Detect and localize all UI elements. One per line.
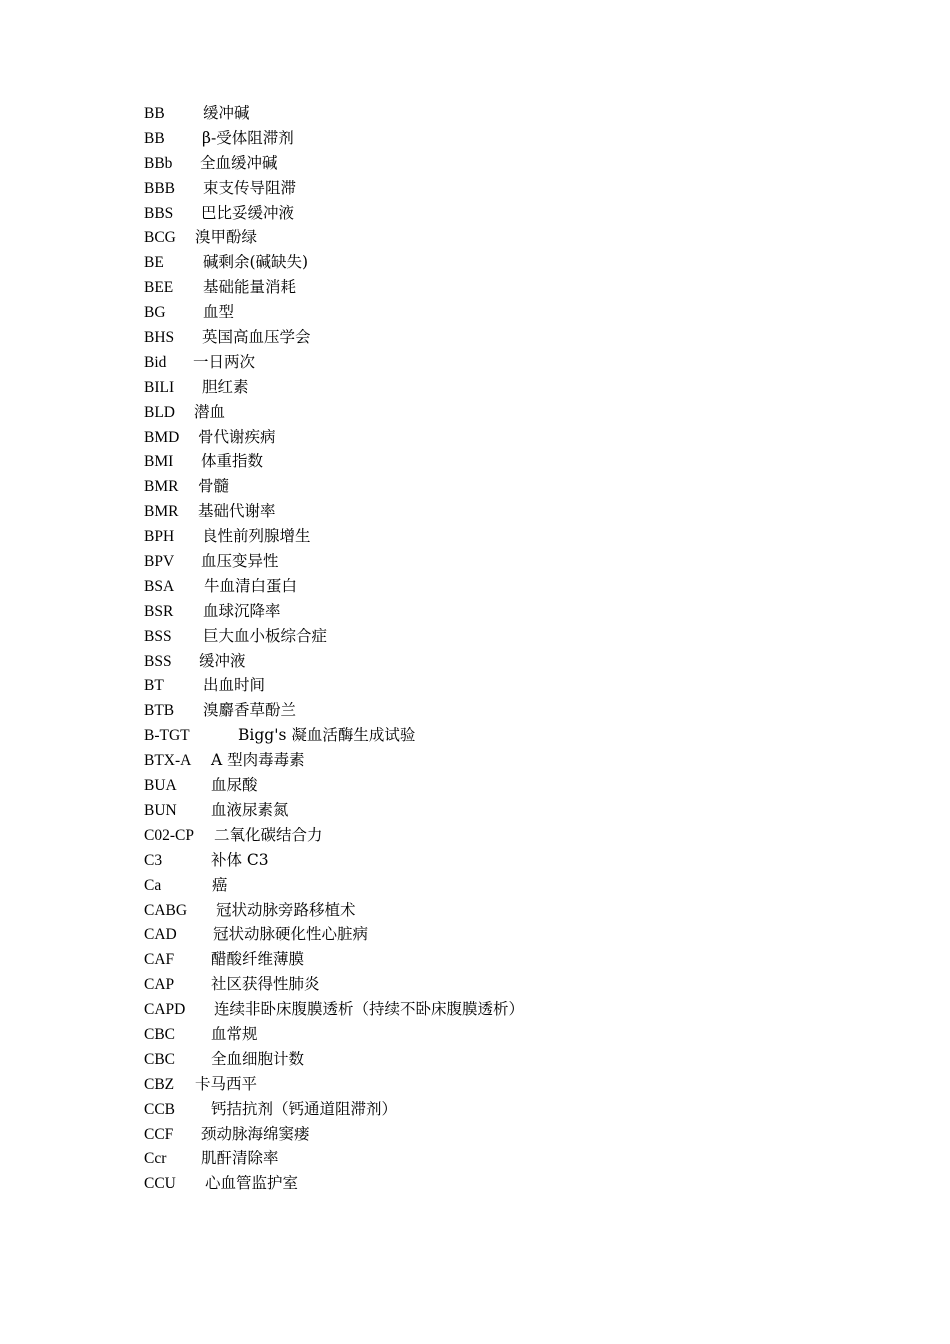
abbreviation: BTB	[144, 702, 175, 720]
definition: A 型肉毒毒素	[211, 751, 305, 770]
abbreviation: BB	[144, 105, 165, 122]
definition: 英国高血压学会	[202, 328, 311, 347]
abbreviation: CCB	[144, 1100, 176, 1118]
abbreviation: BILI	[144, 378, 175, 396]
definition: 颈动脉海绵窦瘘	[201, 1124, 310, 1143]
abbreviation: BMI	[144, 453, 174, 471]
abbreviation: BBS	[144, 204, 174, 222]
abbreviation: Bid	[144, 353, 167, 371]
list-item	[144, 549, 279, 574]
abbreviation: CAF	[144, 951, 175, 969]
definition: 卡马西平	[195, 1074, 258, 1093]
abbreviation: BSR	[144, 602, 174, 620]
definition: 肌酐清除率	[201, 1149, 279, 1168]
definition: 社区获得性肺炎	[211, 975, 320, 994]
list-item	[144, 599, 281, 624]
list-item	[144, 449, 264, 474]
list-item	[144, 698, 297, 723]
list-item	[144, 300, 235, 325]
definition: 溴麝香草酚兰	[203, 701, 297, 720]
list-item	[144, 499, 276, 524]
abbreviation: CAD	[144, 926, 177, 944]
abbreviation: BTX-A	[144, 752, 192, 770]
list-item	[144, 823, 323, 848]
definition: 胆红素	[202, 377, 249, 396]
list-item	[144, 524, 311, 549]
abbreviation: CAPD	[144, 1001, 186, 1019]
abbreviation: BUA	[144, 777, 177, 795]
definition: 良性前列腺增生	[202, 527, 311, 546]
abbreviation: CAP	[144, 976, 175, 994]
definition: 连续非卧床腹膜透析（持续不卧床腹膜透析）	[214, 1000, 525, 1019]
list-item	[144, 873, 228, 898]
abbreviation: BE	[144, 254, 164, 272]
definition: 血尿酸	[211, 776, 258, 795]
list-item	[144, 350, 256, 375]
definition: 出血时间	[203, 676, 266, 695]
list-item	[144, 624, 328, 649]
abbreviation: Ccr	[144, 1150, 167, 1168]
abbreviation: BMR	[144, 503, 179, 521]
list-item	[144, 649, 246, 674]
abbreviation: C3	[144, 851, 163, 869]
list-item	[144, 275, 297, 300]
abbreviation: BSS	[144, 627, 172, 645]
list-item	[144, 325, 311, 350]
abbreviation: CCU	[144, 1175, 176, 1193]
abbreviation: CBZ	[144, 1075, 175, 1093]
abbreviation: BPH	[144, 528, 175, 546]
definition: 巨大血小板综合症	[203, 626, 328, 645]
abbreviation: Ca	[144, 876, 162, 894]
definition: 全血缓冲碱	[200, 153, 278, 172]
definition: 醋酸纤维薄膜	[211, 950, 305, 969]
definition: 牛血清白蛋白	[204, 576, 298, 595]
definition: 一日两次	[193, 352, 256, 371]
definition: 缓冲碱	[203, 104, 250, 122]
list-item	[144, 848, 269, 873]
abbreviation: BEE	[144, 279, 174, 297]
definition: 骨代谢疾病	[198, 427, 276, 446]
list-item	[144, 1146, 279, 1171]
list-item	[144, 151, 278, 176]
list-item	[144, 176, 297, 201]
definition: 缓冲液	[199, 651, 246, 670]
definition: 补体 C3	[211, 850, 269, 869]
list-item	[144, 723, 416, 748]
list-item	[144, 1047, 305, 1072]
list-item	[144, 126, 294, 151]
abbreviation: B-TGT	[144, 727, 190, 745]
definition: 巴比妥缓冲液	[201, 203, 295, 222]
abbreviation: BSA	[144, 577, 175, 595]
abbreviation: BT	[144, 677, 164, 695]
definition: 血球沉降率	[203, 601, 281, 620]
definition: 冠状动脉硬化性心脏病	[213, 925, 369, 944]
abbreviation: BSS	[144, 652, 172, 670]
list-item	[144, 1171, 299, 1196]
list-item	[144, 225, 258, 250]
definition: 二氧化碳结合力	[214, 825, 323, 844]
definition: 血常规	[211, 1024, 258, 1043]
abbreviation: CBC	[144, 1050, 176, 1068]
abbreviation: BBb	[144, 154, 173, 172]
abbreviation: BCG	[144, 229, 176, 247]
list-item	[144, 673, 266, 698]
definition: 基础能量消耗	[203, 278, 297, 297]
definition: 潜血	[194, 402, 226, 421]
list-item	[144, 972, 320, 997]
list-item	[144, 1072, 258, 1097]
definition: 心血管监护室	[205, 1174, 299, 1193]
list-item	[144, 574, 298, 599]
list-item	[144, 947, 305, 972]
definition: 血型	[203, 303, 235, 322]
definition: β-受体阻滞剂	[202, 128, 294, 147]
definition: 血压变异性	[201, 552, 279, 571]
list-item	[144, 748, 305, 773]
abbreviation: CCF	[144, 1125, 174, 1143]
list-item	[144, 997, 525, 1022]
abbreviation: BG	[144, 304, 166, 322]
definition: 基础代谢率	[198, 502, 276, 521]
list-item	[144, 101, 250, 126]
list-item	[144, 1097, 398, 1122]
definition: 碱剩余(碱缺失)	[203, 253, 309, 272]
list-item	[144, 1022, 258, 1047]
abbreviation: CBC	[144, 1025, 176, 1043]
definition: 血液尿素氮	[211, 800, 289, 819]
abbreviation: BUN	[144, 801, 177, 819]
list-item	[144, 898, 356, 923]
abbreviation: CABG	[144, 901, 188, 919]
abbreviation: BB	[144, 129, 165, 147]
list-item	[144, 250, 309, 275]
abbreviation: C02-CP	[144, 826, 194, 844]
abbreviation-list	[144, 101, 525, 1196]
list-item	[144, 375, 249, 400]
definition: 骨髓	[198, 477, 230, 496]
definition: 溴甲酚绿	[195, 228, 258, 247]
definition: 冠状动脉旁路移植术	[216, 900, 356, 919]
definition: 束支传导阻滞	[203, 178, 297, 197]
abbreviation: BMD	[144, 428, 180, 446]
list-item	[144, 400, 226, 425]
list-item	[144, 474, 230, 499]
definition: 癌	[212, 875, 228, 894]
definition: Bigg's 凝血活酶生成试验	[238, 726, 416, 745]
abbreviation: BMR	[144, 478, 179, 496]
definition: 钙拮抗剂（钙通道阻滞剂）	[211, 1099, 398, 1118]
list-item	[144, 922, 369, 947]
abbreviation: BLD	[144, 403, 175, 421]
definition: 全血细胞计数	[211, 1049, 305, 1068]
list-item	[144, 201, 295, 226]
list-item	[144, 773, 258, 798]
list-item	[144, 1122, 310, 1147]
list-item	[144, 425, 276, 450]
abbreviation: BBB	[144, 179, 176, 197]
definition: 体重指数	[201, 452, 264, 471]
list-item	[144, 798, 289, 823]
abbreviation: BPV	[144, 553, 175, 571]
abbreviation: BHS	[144, 329, 175, 347]
